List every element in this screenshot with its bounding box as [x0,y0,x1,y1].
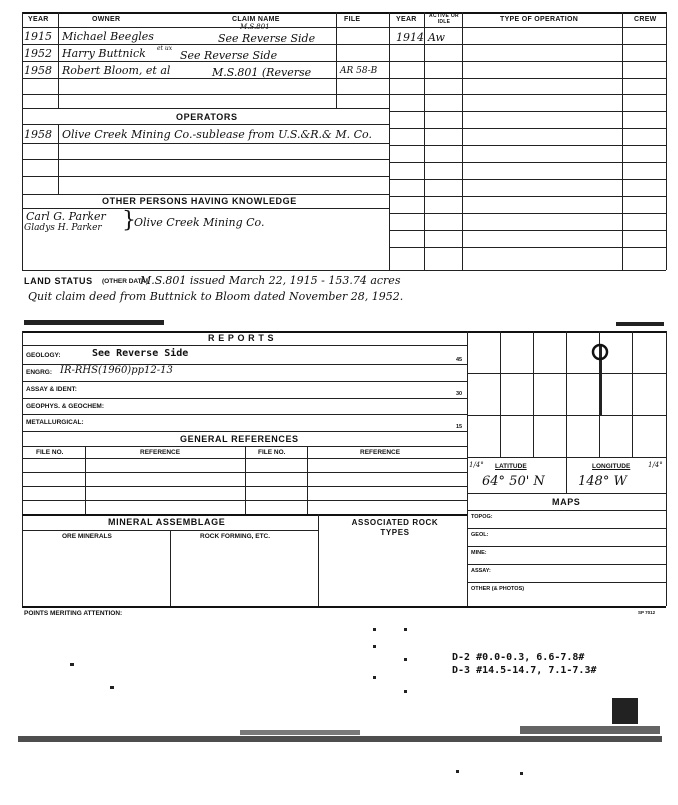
latitude-side-note: 1/4° [469,461,484,469]
operator-year-1: 1958 [24,128,52,141]
latitude-label: LATITUDE [495,463,527,470]
owner-note-2: et ux [157,45,173,52]
general-references-title: GENERAL REFERENCES [180,434,299,444]
geology-label: GEOLOGY: [26,352,61,359]
brace-icon: } [122,208,136,233]
engrg-value: IR-RHS(1960)pp12-13 [60,365,173,376]
geology-value: See Reverse Side [92,348,189,359]
header-owner: OWNER [92,16,121,23]
location-marker-icon [590,342,610,362]
reports-title: R E P O R T S [208,333,275,343]
land-status-sublabel: (OTHER DATA) [102,278,148,285]
sample-note-1: D-2 #0.0-0.3, 6.6-7.8# [452,652,585,663]
claim-name-3: M.S.801 (Reverse [212,66,312,79]
ore-minerals-label: ORE MINERALS [62,533,112,540]
operators-title: OPERATORS [176,112,238,122]
owner-year-1: 1915 [24,30,52,43]
metallurgical-num: 15 [456,424,463,430]
longitude-label: LONGITUDE [592,463,631,470]
header-crew: CREW [634,16,657,23]
metallurgical-label: METALLURGICAL: [26,419,84,426]
claim-name-2: See Reverse Side [180,49,278,62]
owner-name-1: Michael Beegles [62,30,154,43]
assay-num: 30 [456,391,463,397]
geology-num: 45 [456,357,463,363]
header-active-or-idle: ACTIVE OR IDLE [429,13,459,25]
header-claim-name: CLAIM NAME [232,16,280,23]
maps-assay-label: ASSAY: [471,568,491,574]
other-persons-title: OTHER PERSONS HAVING KNOWLEDGE [102,196,297,206]
header-year: YEAR [28,16,49,23]
associated-rock-types-label: ASSOCIATED ROCK TYPES [351,518,439,537]
person-affiliation: Olive Creek Mining Co. [134,216,265,229]
operator-text-1: Olive Creek Mining Co.-sublease from U.S.&R.& M. Co. [62,128,372,141]
land-status-line-2: Quit claim deed from Buttnick to Bloom dated November 28, 1952. [28,290,404,303]
engrg-label: ENGRG: [26,369,52,376]
owner-name-2: Harry Buttnick [62,47,146,60]
person-name-2: Gladys H. Parker [24,223,102,233]
maps-topog-label: TOPOG: [471,514,493,520]
land-status-label: LAND STATUS [24,276,93,286]
ref-header-file-2: FILE NO. [258,449,286,456]
ref-header-reference-1: REFERENCE [140,449,181,456]
maps-other-label: OTHER (& PHOTOS) [471,586,525,592]
assay-label: ASSAY & IDENT: [26,386,77,393]
longitude-side-note: 1/4° [648,461,663,469]
person-name-1: Carl G. Parker [26,210,106,223]
maps-mine-label: MINE: [471,550,487,556]
ref-header-reference-2: REFERENCE [360,449,401,456]
header-file: FILE [344,16,361,23]
claim-name-1: See Reverse Side [218,32,316,45]
points-meriting-attention-label: POINTS MERITING ATTENTION: [24,610,123,617]
longitude-value: 148° W [578,474,627,489]
file-3: AR 58-B [340,66,378,76]
claim-note-1: M.S.801 [240,23,270,31]
land-status-line-1: M.S.801 issued March 22, 1915 - 153.74 acres [140,274,401,287]
mineral-assemblage-title: MINERAL ASSEMBLAGE [108,517,226,527]
rock-forming-label: ROCK FORMING, ETC. [200,533,271,540]
sample-note-2: D-3 #14.5-14.7, 7.1-7.3# [452,665,597,676]
activity-year-1: 1914 [396,31,424,44]
owner-name-3: Robert Bloom, et al [62,64,171,77]
owner-year-3: 1958 [24,64,52,77]
ref-header-file-1: FILE NO. [36,449,64,456]
header-year-activity: YEAR [396,16,417,23]
maps-geol-label: GEOL: [471,532,489,538]
owner-year-2: 1952 [24,47,52,60]
maps-title: MAPS [552,497,581,507]
header-type-of-operation: TYPE OF OPERATION [500,16,579,23]
activity-status-1: Aw [428,31,445,44]
form-number: SP 7012 [638,610,656,615]
geophys-label: GEOPHYS. & GEOCHEM: [26,403,105,410]
latitude-value: 64° 50' N [482,474,545,489]
